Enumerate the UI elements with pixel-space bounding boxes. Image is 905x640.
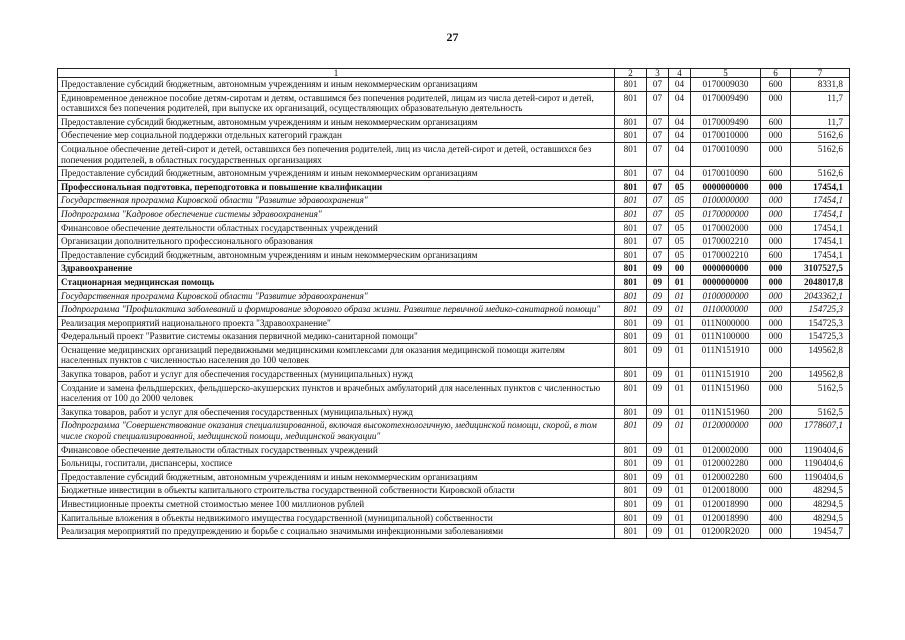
row-amount: 1190404,6	[791, 443, 850, 457]
row-name: Реализация мероприятий по предупреждению и борьбе с социально значимыми инфекционными заболеваниями	[58, 525, 615, 539]
row-expense-type: 000	[761, 484, 791, 498]
row-amount: 5162,5	[791, 381, 850, 405]
row-ved-code: 801	[615, 457, 647, 471]
budget-table	[57, 68, 850, 539]
row-subsection-code: 01	[669, 525, 691, 539]
table-row	[58, 207, 850, 221]
row-subsection-code: 04	[669, 167, 691, 181]
row-ved-code: 801	[615, 470, 647, 484]
row-amount: 5162,5	[791, 405, 850, 419]
row-section-code: 09	[647, 330, 669, 344]
row-target-article: 011N151910	[691, 343, 761, 367]
row-ved-code: 801	[615, 180, 647, 194]
row-ved-code: 801	[615, 129, 647, 143]
row-target-article: 011N000000	[691, 316, 761, 330]
table-row	[58, 419, 850, 443]
row-name: Предоставление субсидий бюджетным, автономным учреждениям и иным некоммерческим организациям	[58, 115, 615, 129]
row-ved-code: 801	[615, 368, 647, 382]
page-number: 27	[446, 30, 459, 44]
row-subsection-code: 01	[669, 343, 691, 367]
row-name: Предоставление субсидий бюджетным, автономным учреждениям и иным некоммерческим организациям	[58, 470, 615, 484]
row-expense-type: 000	[761, 142, 791, 166]
table-row	[58, 289, 850, 303]
row-target-article: 0170000000	[691, 207, 761, 221]
row-amount: 154725,3	[791, 303, 850, 317]
row-expense-type: 600	[761, 248, 791, 262]
header-cell: 6	[761, 69, 791, 78]
row-target-article: 0120018990	[691, 511, 761, 525]
row-expense-type: 600	[761, 115, 791, 129]
table-body	[58, 78, 850, 539]
row-section-code: 09	[647, 470, 669, 484]
row-name: Закупка товаров, работ и услуг для обеспечения государственных (муниципальных) нужд	[58, 368, 615, 382]
row-expense-type: 600	[761, 167, 791, 181]
row-subsection-code: 01	[669, 368, 691, 382]
row-name: Профессиональная подготовка, переподготовка и повышение квалификации	[58, 180, 615, 194]
row-name: Инвестиционные проекты сметной стоимостью менее 100 миллионов рублей	[58, 498, 615, 512]
row-section-code: 09	[647, 343, 669, 367]
row-target-article: 0170010090	[691, 167, 761, 181]
row-section-code: 07	[647, 235, 669, 249]
table-row	[58, 235, 850, 249]
row-target-article: 01200R2020	[691, 525, 761, 539]
row-expense-type: 400	[761, 511, 791, 525]
row-target-article: 0120002000	[691, 443, 761, 457]
row-expense-type: 000	[761, 91, 791, 115]
row-target-article: 0170010090	[691, 142, 761, 166]
row-section-code: 07	[647, 78, 669, 92]
table-row	[58, 129, 850, 143]
row-subsection-code: 05	[669, 221, 691, 235]
row-amount: 19454,7	[791, 525, 850, 539]
row-amount: 149562,8	[791, 343, 850, 367]
header-cell: 3	[647, 69, 669, 78]
row-expense-type: 000	[761, 275, 791, 289]
row-amount: 2048017,8	[791, 275, 850, 289]
row-expense-type: 000	[761, 498, 791, 512]
table-row	[58, 115, 850, 129]
row-target-article: 011N151960	[691, 405, 761, 419]
row-amount: 48294,5	[791, 511, 850, 525]
row-target-article: 0000000000	[691, 275, 761, 289]
row-ved-code: 801	[615, 194, 647, 208]
row-ved-code: 801	[615, 248, 647, 262]
row-section-code: 09	[647, 498, 669, 512]
row-expense-type: 000	[761, 343, 791, 367]
row-section-code: 07	[647, 142, 669, 166]
row-amount: 17454,1	[791, 207, 850, 221]
row-amount: 154725,3	[791, 316, 850, 330]
row-target-article: 0110000000	[691, 303, 761, 317]
row-expense-type: 000	[761, 525, 791, 539]
row-subsection-code: 04	[669, 142, 691, 166]
row-name: Оснащение медицинских организаций передвижными медицинскими комплексами для оказания медицинской помощи жителям населенных пунктов с численностью населения до 100 человек	[58, 343, 615, 367]
row-target-article: 011N151960	[691, 381, 761, 405]
row-subsection-code: 01	[669, 457, 691, 471]
table-row	[58, 194, 850, 208]
row-target-article: 011N151910	[691, 368, 761, 382]
row-subsection-code: 04	[669, 115, 691, 129]
row-ved-code: 801	[615, 343, 647, 367]
table-row	[58, 511, 850, 525]
row-amount: 17454,1	[791, 221, 850, 235]
row-amount: 11,7	[791, 91, 850, 115]
table-row	[58, 330, 850, 344]
row-ved-code: 801	[615, 405, 647, 419]
row-ved-code: 801	[615, 115, 647, 129]
row-section-code: 09	[647, 368, 669, 382]
row-amount: 11,7	[791, 115, 850, 129]
row-expense-type: 000	[761, 419, 791, 443]
row-section-code: 09	[647, 262, 669, 276]
row-section-code: 09	[647, 419, 669, 443]
row-ved-code: 801	[615, 511, 647, 525]
row-section-code: 07	[647, 91, 669, 115]
row-subsection-code: 01	[669, 443, 691, 457]
row-ved-code: 801	[615, 275, 647, 289]
table-row	[58, 525, 850, 539]
row-subsection-code: 05	[669, 207, 691, 221]
row-name: Предоставление субсидий бюджетным, автономным учреждениям и иным некоммерческим организациям	[58, 248, 615, 262]
row-amount: 48294,5	[791, 484, 850, 498]
row-subsection-code: 05	[669, 194, 691, 208]
row-expense-type: 200	[761, 405, 791, 419]
row-section-code: 09	[647, 443, 669, 457]
row-expense-type: 000	[761, 180, 791, 194]
row-section-code: 07	[647, 207, 669, 221]
table-row	[58, 275, 850, 289]
table-row	[58, 180, 850, 194]
row-target-article: 0120002280	[691, 457, 761, 471]
row-name: Здравоохранение	[58, 262, 615, 276]
row-expense-type: 600	[761, 78, 791, 92]
table-row	[58, 78, 850, 92]
row-name: Финансовое обеспечение деятельности областных государственных учреждений	[58, 443, 615, 457]
row-subsection-code: 01	[669, 381, 691, 405]
row-amount: 1190404,6	[791, 470, 850, 484]
row-ved-code: 801	[615, 303, 647, 317]
row-ved-code: 801	[615, 330, 647, 344]
row-section-code: 07	[647, 194, 669, 208]
row-expense-type: 000	[761, 443, 791, 457]
row-subsection-code: 01	[669, 419, 691, 443]
row-section-code: 09	[647, 303, 669, 317]
row-subsection-code: 05	[669, 235, 691, 249]
row-subsection-code: 05	[669, 248, 691, 262]
row-section-code: 09	[647, 457, 669, 471]
row-name: Больницы, госпитали, диспансеры, хосписе	[58, 457, 615, 471]
row-section-code: 07	[647, 115, 669, 129]
row-ved-code: 801	[615, 525, 647, 539]
header-row	[58, 69, 850, 78]
row-expense-type: 000	[761, 262, 791, 276]
row-subsection-code: 01	[669, 330, 691, 344]
row-name: Организации дополнительного профессионального образования	[58, 235, 615, 249]
row-name: Единовременное денежное пособие детям-сиротам и детям, оставшимся без попечения родителей, лицам из числа детей-сирот и детей, оставшихся без попечения родителей, при выпуске их организаций, осуществляющих образовательную деятельность	[58, 91, 615, 115]
row-section-code: 07	[647, 167, 669, 181]
table-row	[58, 457, 850, 471]
row-target-article: 0170002210	[691, 248, 761, 262]
row-expense-type: 000	[761, 303, 791, 317]
row-subsection-code: 01	[669, 289, 691, 303]
row-section-code: 09	[647, 405, 669, 419]
row-subsection-code: 04	[669, 129, 691, 143]
row-ved-code: 801	[615, 262, 647, 276]
table-row	[58, 142, 850, 166]
row-name: Закупка товаров, работ и услуг для обеспечения государственных (муниципальных) нужд	[58, 405, 615, 419]
row-section-code: 09	[647, 525, 669, 539]
row-amount: 48294,5	[791, 498, 850, 512]
row-section-code: 09	[647, 511, 669, 525]
row-amount: 17454,1	[791, 180, 850, 194]
row-expense-type: 000	[761, 235, 791, 249]
row-subsection-code: 01	[669, 498, 691, 512]
table-row	[58, 167, 850, 181]
row-expense-type: 000	[761, 221, 791, 235]
row-expense-type: 200	[761, 368, 791, 382]
table-row	[58, 484, 850, 498]
table-row	[58, 470, 850, 484]
table-row	[58, 343, 850, 367]
row-target-article: 0170009490	[691, 115, 761, 129]
row-ved-code: 801	[615, 221, 647, 235]
row-target-article: 0170009490	[691, 91, 761, 115]
row-name: Предоставление субсидий бюджетным, автономным учреждениям и иным некоммерческим организациям	[58, 78, 615, 92]
row-target-article: 0170002000	[691, 221, 761, 235]
row-amount: 5162,6	[791, 129, 850, 143]
row-target-article: 0120018000	[691, 484, 761, 498]
row-target-article: 0120018990	[691, 498, 761, 512]
row-target-article: 0170002210	[691, 235, 761, 249]
row-amount: 3107527,5	[791, 262, 850, 276]
row-ved-code: 801	[615, 142, 647, 166]
row-section-code: 07	[647, 180, 669, 194]
row-amount: 8331,8	[791, 78, 850, 92]
row-target-article: 0000000000	[691, 262, 761, 276]
row-name: Предоставление субсидий бюджетным, автономным учреждениям и иным некоммерческим организациям	[58, 167, 615, 181]
header-cell: 4	[669, 69, 691, 78]
row-subsection-code: 01	[669, 275, 691, 289]
row-expense-type: 000	[761, 381, 791, 405]
row-subsection-code: 01	[669, 316, 691, 330]
row-name: Бюджетные инвестиции в объекты капитального строительства государственной собственности Кировской области	[58, 484, 615, 498]
row-ved-code: 801	[615, 419, 647, 443]
row-subsection-code: 01	[669, 405, 691, 419]
table-row	[58, 248, 850, 262]
row-amount: 1778607,1	[791, 419, 850, 443]
row-section-code: 09	[647, 275, 669, 289]
row-target-article: 0100000000	[691, 289, 761, 303]
row-section-code: 09	[647, 381, 669, 405]
row-expense-type: 000	[761, 330, 791, 344]
row-subsection-code: 01	[669, 303, 691, 317]
row-ved-code: 801	[615, 381, 647, 405]
row-amount: 1190404,6	[791, 457, 850, 471]
row-section-code: 07	[647, 248, 669, 262]
row-section-code: 07	[647, 221, 669, 235]
table-row	[58, 381, 850, 405]
row-subsection-code: 01	[669, 484, 691, 498]
table-row	[58, 303, 850, 317]
row-subsection-code: 04	[669, 78, 691, 92]
header-cell: 5	[691, 69, 761, 78]
row-section-code: 09	[647, 484, 669, 498]
table-row	[58, 91, 850, 115]
row-target-article: 0120002280	[691, 470, 761, 484]
row-section-code: 09	[647, 289, 669, 303]
row-target-article: 0000000000	[691, 180, 761, 194]
row-subsection-code: 04	[669, 91, 691, 115]
row-ved-code: 801	[615, 78, 647, 92]
table-row	[58, 443, 850, 457]
row-ved-code: 801	[615, 207, 647, 221]
row-name: Стационарная медицинская помощь	[58, 275, 615, 289]
table-row	[58, 316, 850, 330]
row-amount: 154725,3	[791, 330, 850, 344]
row-expense-type: 000	[761, 289, 791, 303]
table-row	[58, 368, 850, 382]
row-name: Подпрограмма "Профилактика заболеваний и формирование здорового образа жизни. Развитие первичной медико-санитарной помощи"	[58, 303, 615, 317]
row-name: Подпрограмма "Кадровое обеспечение системы здравоохранения"	[58, 207, 615, 221]
row-section-code: 09	[647, 316, 669, 330]
row-target-article: 0120000000	[691, 419, 761, 443]
row-amount: 5162,6	[791, 142, 850, 166]
row-name: Федеральный проект "Развитие системы оказания первичной медико-санитарной помощи"	[58, 330, 615, 344]
row-amount: 149562,8	[791, 368, 850, 382]
row-ved-code: 801	[615, 289, 647, 303]
table-row	[58, 221, 850, 235]
row-name: Финансовое обеспечение деятельности областных государственных учреждений	[58, 221, 615, 235]
row-target-article: 0170009030	[691, 78, 761, 92]
row-expense-type: 000	[761, 129, 791, 143]
row-expense-type: 000	[761, 457, 791, 471]
row-section-code: 07	[647, 129, 669, 143]
row-subsection-code: 05	[669, 180, 691, 194]
row-name: Обеспечение мер социальной поддержки отдельных категорий граждан	[58, 129, 615, 143]
row-name: Капитальные вложения в объекты недвижимого имущества государственной (муниципальной) собственности	[58, 511, 615, 525]
row-amount: 5162,6	[791, 167, 850, 181]
row-subsection-code: 01	[669, 470, 691, 484]
header-cell: 7	[791, 69, 850, 78]
row-ved-code: 801	[615, 484, 647, 498]
row-ved-code: 801	[615, 316, 647, 330]
row-expense-type: 000	[761, 207, 791, 221]
row-target-article: 0170010000	[691, 129, 761, 143]
row-expense-type: 600	[761, 470, 791, 484]
row-amount: 2043362,1	[791, 289, 850, 303]
row-amount: 17454,1	[791, 194, 850, 208]
row-name: Создание и замена фельдшерских, фельдшерско-акушерских пунктов и врачебных амбулаторий для населенных пунктов с численностью населения от 100 до 2000 человек	[58, 381, 615, 405]
header-cell: 2	[615, 69, 647, 78]
row-name: Подпрограмма "Совершенствование оказания специализированной, включая высокотехнологичную, медицинской помощи, скорой, в том числе скорой специализированной, медицинской помощи, медицинской эвакуации"	[58, 419, 615, 443]
row-target-article: 011N100000	[691, 330, 761, 344]
row-name: Реализация мероприятий национального проекта "Здравоохранение"	[58, 316, 615, 330]
row-amount: 17454,1	[791, 235, 850, 249]
row-subsection-code: 01	[669, 511, 691, 525]
row-ved-code: 801	[615, 91, 647, 115]
row-name: Социальное обеспечение детей-сирот и детей, оставшихся без попечения родителей, лиц из числа детей-сирот и детей, оставшихся без попечения родителей, в областных государственных организациях	[58, 142, 615, 166]
row-ved-code: 801	[615, 443, 647, 457]
row-ved-code: 801	[615, 235, 647, 249]
row-ved-code: 801	[615, 498, 647, 512]
table-row	[58, 498, 850, 512]
row-name: Государственная программа Кировской области "Развитие здравоохранения"	[58, 194, 615, 208]
row-expense-type: 000	[761, 316, 791, 330]
table-row	[58, 405, 850, 419]
row-expense-type: 000	[761, 194, 791, 208]
header-cell: 1	[58, 69, 615, 78]
row-subsection-code: 00	[669, 262, 691, 276]
row-target-article: 0100000000	[691, 194, 761, 208]
row-amount: 17454,1	[791, 248, 850, 262]
table-row	[58, 262, 850, 276]
row-ved-code: 801	[615, 167, 647, 181]
row-name: Государственная программа Кировской области "Развитие здравоохранения"	[58, 289, 615, 303]
